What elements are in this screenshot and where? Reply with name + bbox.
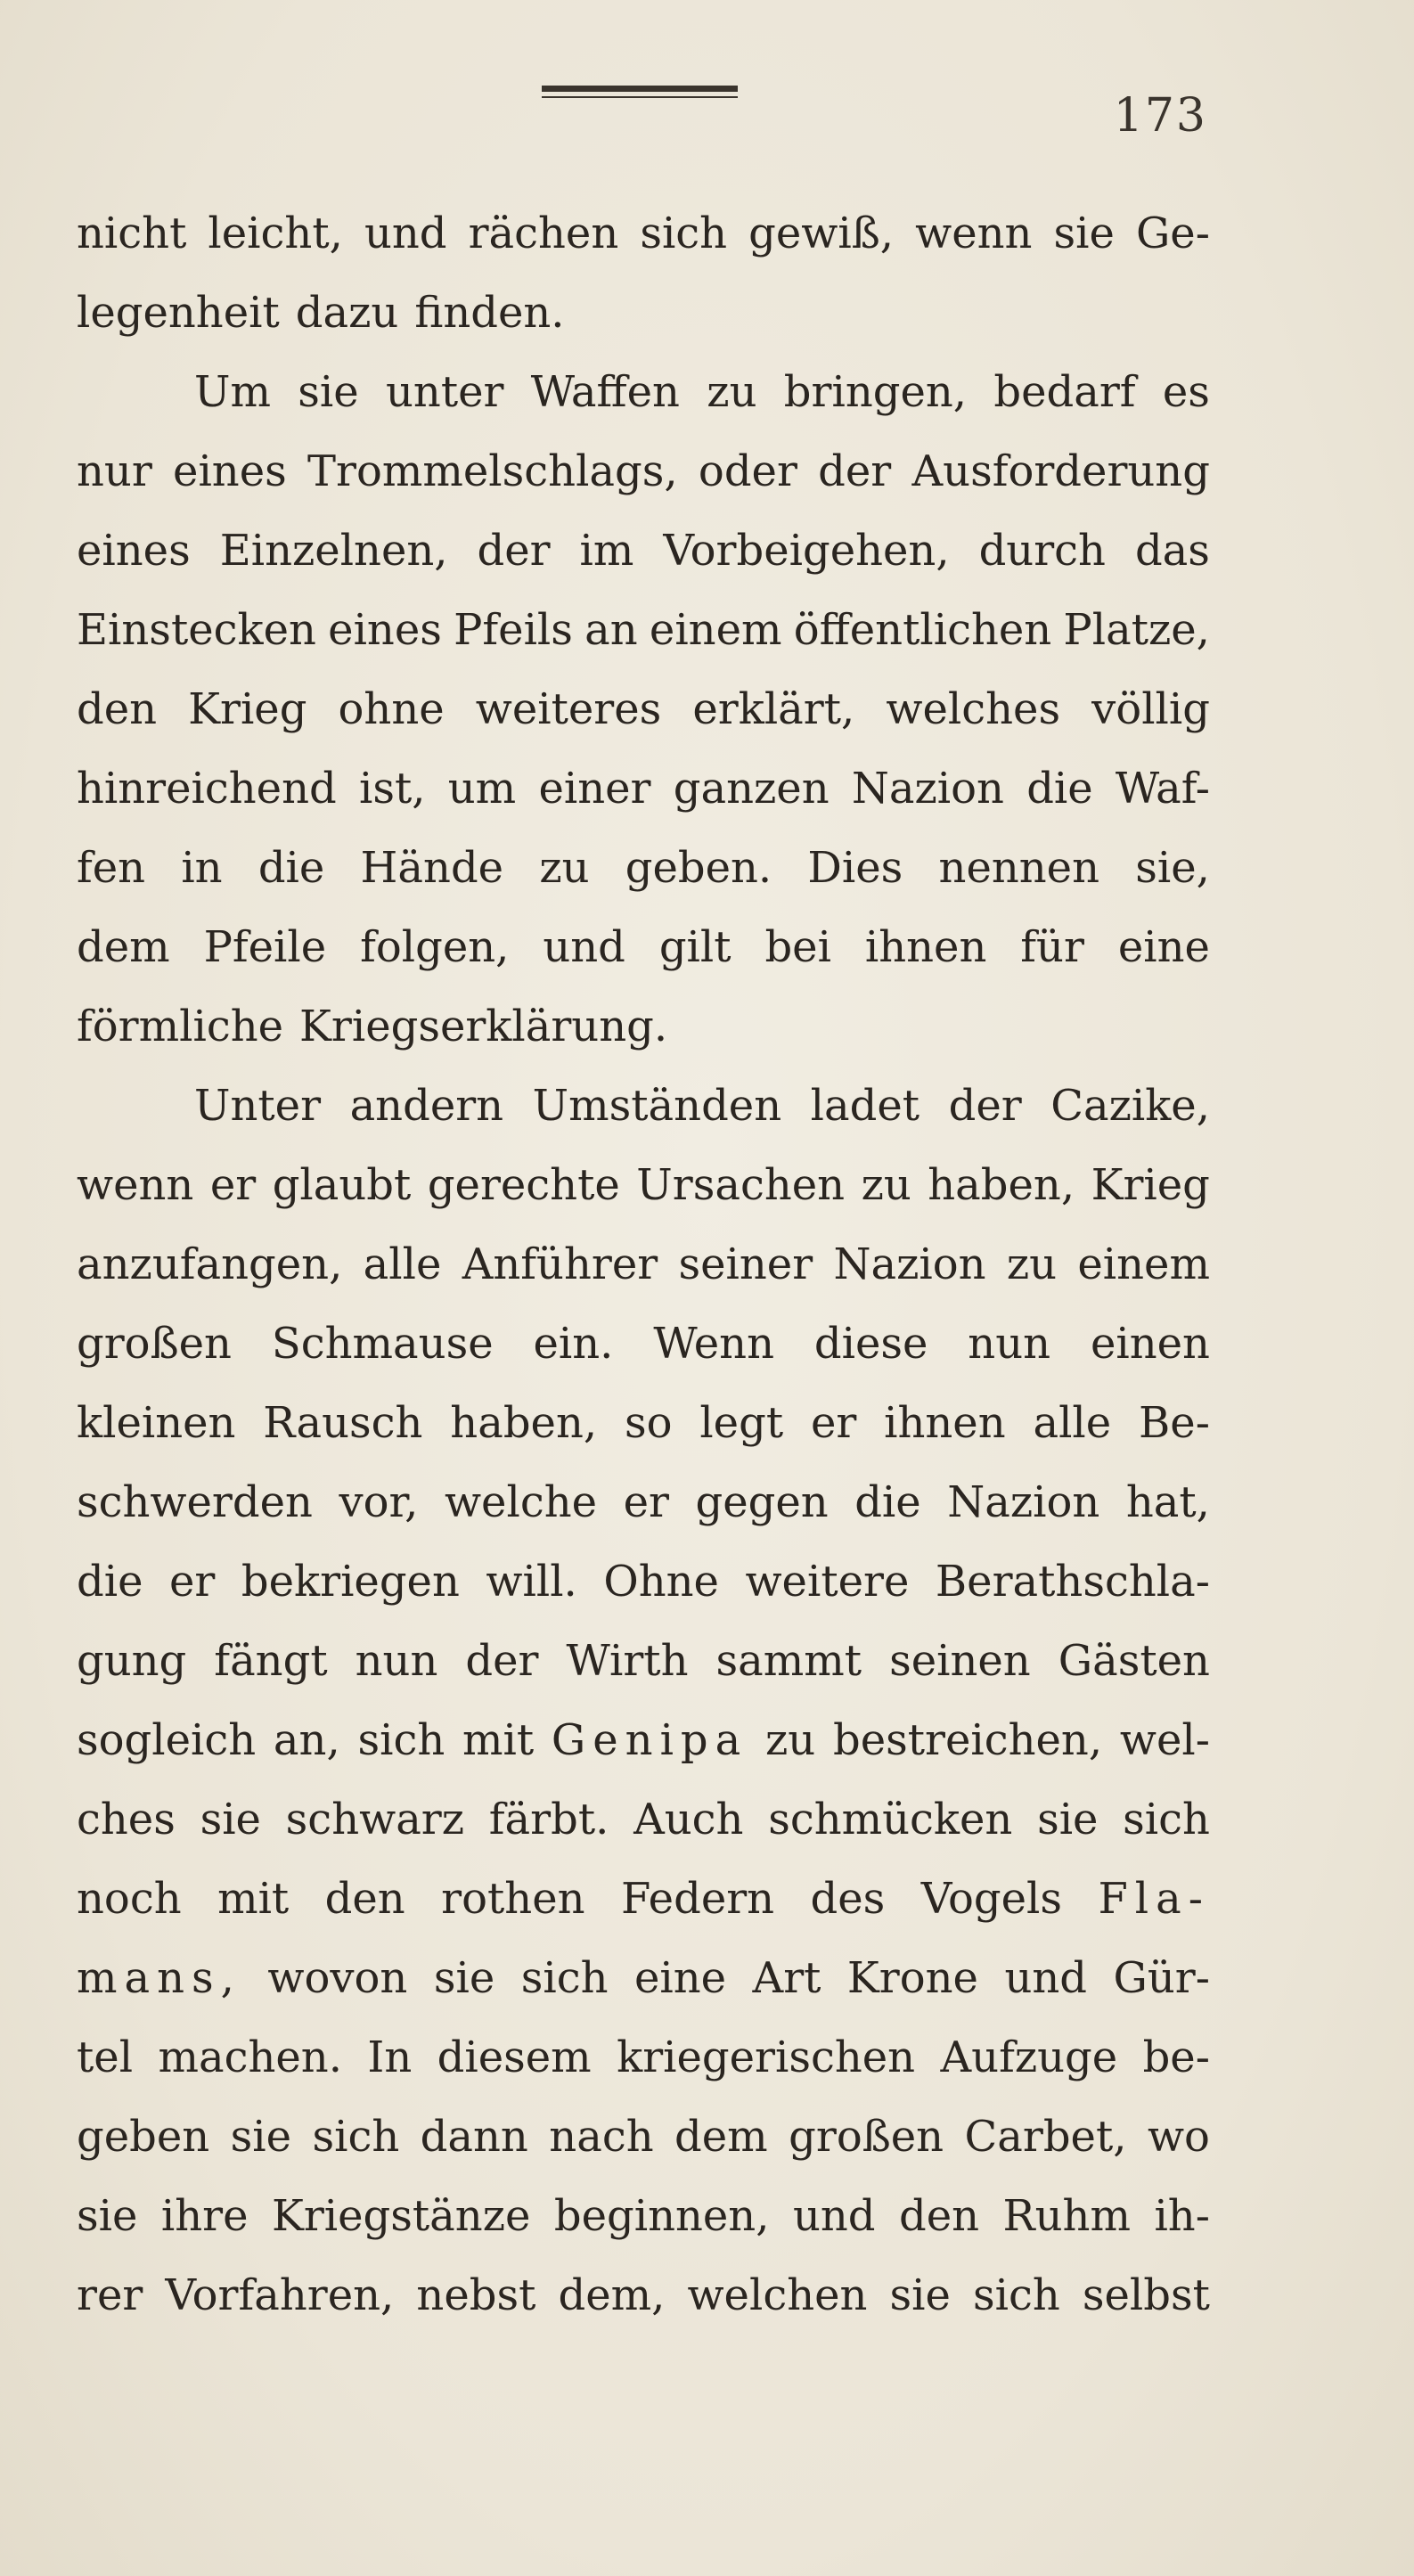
word: Aufzuge	[940, 2032, 1118, 2082]
word: der	[948, 1081, 1022, 1131]
word: sich	[520, 1953, 609, 2003]
word: finden.	[414, 288, 565, 338]
word: einem	[649, 605, 782, 655]
text-line	[77, 432, 1210, 511]
word: sogleich	[77, 1715, 257, 1765]
word: zu	[1006, 1239, 1058, 1289]
word: sich	[640, 209, 728, 258]
word: leicht,	[208, 209, 343, 258]
word: zu	[539, 843, 590, 893]
word: Platze,	[1063, 605, 1210, 655]
word: oder	[698, 446, 797, 496]
word: sich	[973, 2270, 1060, 2320]
word: wenn	[77, 1160, 194, 1210]
word: nur	[77, 446, 152, 496]
word: so	[624, 1398, 673, 1448]
word: Art	[752, 1953, 821, 2003]
word: die	[1026, 764, 1093, 814]
word: weiteres	[475, 684, 662, 734]
text-line	[77, 1780, 1210, 1860]
word: Federn	[621, 1874, 775, 1924]
word: hat,	[1125, 1477, 1210, 1527]
word: um	[447, 764, 517, 814]
word: sie	[1037, 1795, 1099, 1844]
word: nebst	[416, 2270, 536, 2320]
word: bekriegen	[241, 1557, 460, 1607]
word: Ruhm	[1002, 2191, 1131, 2241]
text-line	[77, 194, 1210, 274]
word: welche	[444, 1477, 598, 1527]
word: an,	[273, 1715, 340, 1765]
word: Trommelschlags,	[307, 446, 678, 496]
word: Waf-	[1115, 764, 1210, 814]
word: hinreichend	[77, 764, 337, 814]
word: und	[364, 209, 447, 258]
word: folgen,	[360, 922, 510, 972]
text-line	[77, 1384, 1210, 1463]
word: an	[584, 605, 638, 655]
word: Be-	[1139, 1398, 1210, 1448]
text-line	[77, 1622, 1210, 1701]
word: Auch	[633, 1795, 744, 1844]
text-line	[77, 591, 1210, 670]
word: völlig	[1091, 684, 1210, 734]
word: Kriegstänze	[271, 2191, 531, 2241]
word: eines	[77, 526, 191, 576]
text-line	[77, 2256, 1210, 2335]
word: gung	[77, 1636, 187, 1686]
text-line	[77, 2177, 1210, 2256]
word: alle	[363, 1239, 442, 1289]
word: eine	[633, 1953, 727, 2003]
word: den	[324, 1874, 405, 1924]
word: welchen	[687, 2270, 868, 2320]
header-rule-thin	[542, 96, 738, 98]
text-line	[77, 353, 1210, 432]
word: sammt	[715, 1636, 862, 1686]
word: diese	[813, 1319, 928, 1369]
word: ladet	[810, 1081, 920, 1131]
word: gewiß,	[748, 209, 895, 258]
word: färbt.	[488, 1795, 609, 1844]
text-line	[77, 1939, 1210, 2018]
word: zu	[765, 1715, 816, 1765]
word: geben.	[625, 843, 772, 893]
word: Schmause	[271, 1319, 494, 1369]
word: Einzelnen,	[219, 526, 448, 576]
word: ihnen	[864, 922, 987, 972]
word: wenn	[915, 209, 1033, 258]
word: fängt	[214, 1636, 328, 1686]
header-rule-thick	[542, 86, 738, 92]
word: geben	[77, 2112, 210, 2162]
text-line	[77, 1463, 1210, 1542]
word: anzufangen,	[77, 1239, 343, 1289]
word: zu	[861, 1160, 911, 1210]
word: des	[810, 1874, 886, 1924]
word: Unter	[194, 1081, 322, 1131]
word: unter	[385, 367, 504, 417]
word: dann	[420, 2112, 528, 2162]
word: Rausch	[263, 1398, 423, 1448]
word: den	[77, 684, 158, 734]
word: Anführer	[462, 1239, 658, 1289]
word: er	[169, 1557, 216, 1607]
word: glaubt	[272, 1160, 412, 1210]
word: nach	[549, 2112, 654, 2162]
word: Ge-	[1135, 209, 1210, 258]
word: sie	[889, 2270, 951, 2320]
word: Hände	[360, 843, 504, 893]
word: Ausforderung	[911, 446, 1210, 496]
word: Dies	[807, 843, 903, 893]
word: welches	[886, 684, 1061, 734]
word: einen	[1090, 1319, 1210, 1369]
word: ihnen	[884, 1398, 1006, 1448]
word: durch	[978, 526, 1106, 576]
header-rule	[542, 86, 738, 98]
word: Nazion	[833, 1239, 986, 1289]
word: Krone	[846, 1953, 978, 2003]
text-line	[77, 1225, 1210, 1304]
word: Einstecken	[77, 605, 316, 655]
text-line	[77, 1860, 1210, 1939]
word: großen	[789, 2112, 944, 2162]
text-line	[77, 1067, 1210, 1146]
word: rächen	[468, 209, 619, 258]
word: eine	[1117, 922, 1210, 972]
word: dem	[674, 2112, 768, 2162]
word: Cazike,	[1050, 1081, 1210, 1131]
word: ist,	[358, 764, 426, 814]
word: mans,	[77, 1953, 241, 2003]
word: seinen	[889, 1636, 1031, 1686]
word: ohne	[338, 684, 445, 734]
word: öffentlichen	[793, 605, 1052, 655]
word: sich	[312, 2112, 400, 2162]
word: wo	[1147, 2112, 1210, 2162]
word: vor,	[339, 1477, 419, 1527]
word: ihre	[160, 2191, 249, 2241]
word: alle	[1033, 1398, 1112, 1448]
word: er	[209, 1160, 257, 1210]
word: erklärt,	[692, 684, 855, 734]
word: Waffen	[530, 367, 680, 417]
word: Vorbeigehen,	[663, 526, 950, 576]
word: selbst	[1082, 2270, 1210, 2320]
word: bringen,	[783, 367, 968, 417]
word: einem	[1077, 1239, 1210, 1289]
word: ein.	[533, 1319, 614, 1369]
word: beginnen,	[553, 2191, 770, 2241]
word: Krieg	[188, 684, 307, 734]
word: noch	[77, 1874, 182, 1924]
word: mit	[462, 1715, 535, 1765]
word: legenheit	[77, 288, 280, 338]
word: Um	[194, 367, 271, 417]
word: weitere	[745, 1557, 910, 1607]
body-text	[77, 194, 1210, 2335]
word: dem,	[558, 2270, 666, 2320]
word: den	[898, 2191, 980, 2241]
word: die	[854, 1477, 921, 1527]
word: sich	[1123, 1795, 1210, 1844]
word: Ohne	[603, 1557, 719, 1607]
word: Kriegserklärung.	[299, 1002, 668, 1051]
text-line	[77, 670, 1210, 749]
text-line	[77, 749, 1210, 829]
word: wovon	[267, 1953, 408, 2003]
word: gegen	[695, 1477, 829, 1527]
word: Wirth	[566, 1636, 689, 1686]
word: bedarf	[993, 367, 1136, 417]
word: sie	[230, 2112, 292, 2162]
word: zu	[707, 367, 757, 417]
word: im	[579, 526, 634, 576]
word: mit	[217, 1874, 290, 1924]
word: schmücken	[768, 1795, 1013, 1844]
word: bei	[764, 922, 831, 972]
text-line	[77, 511, 1210, 591]
word: Gür-	[1113, 1953, 1210, 2003]
text-line	[77, 829, 1210, 908]
word: Pfeils	[454, 605, 573, 655]
word: großen	[77, 1319, 232, 1369]
word: Vorfahren,	[165, 2270, 395, 2320]
word: schwerden	[77, 1477, 313, 1527]
word: ches	[77, 1795, 176, 1844]
word: schwarz	[285, 1795, 465, 1844]
word: und	[543, 922, 625, 972]
text-line	[77, 908, 1210, 987]
word: nennen	[938, 843, 1099, 893]
word: für	[1020, 922, 1084, 972]
word: haben,	[450, 1398, 598, 1448]
word: Nazion	[851, 764, 1004, 814]
word: dem	[77, 922, 170, 972]
word: Krieg	[1091, 1160, 1210, 1210]
word: er	[810, 1398, 857, 1448]
word: sie	[298, 367, 359, 417]
word: Nazion	[947, 1477, 1100, 1527]
word: gerechte	[427, 1160, 620, 1210]
word: Umständen	[532, 1081, 782, 1131]
word: dazu	[295, 288, 399, 338]
word: rer	[77, 2270, 143, 2320]
word: machen.	[158, 2032, 342, 2082]
page-number: 173	[1113, 89, 1207, 143]
word: In	[367, 2032, 413, 2082]
word: wel-	[1119, 1715, 1210, 1765]
word: in	[181, 843, 223, 893]
word: be-	[1142, 2032, 1210, 2082]
text-line	[77, 1701, 1210, 1780]
word: bestreichen,	[832, 1715, 1103, 1765]
word: der	[477, 526, 551, 576]
word: Gästen	[1058, 1636, 1210, 1686]
word: er	[623, 1477, 669, 1527]
word: eines	[173, 446, 287, 496]
word: ganzen	[673, 764, 830, 814]
word: Ursachen	[636, 1160, 846, 1210]
word: kleinen	[77, 1398, 236, 1448]
word: ih-	[1154, 2191, 1210, 2241]
word: kriegerischen	[617, 2032, 916, 2082]
word: einer	[538, 764, 651, 814]
text-line	[77, 1542, 1210, 1622]
word: sie	[200, 1795, 261, 1844]
word: Genipa	[551, 1715, 748, 1765]
word: fen	[77, 843, 146, 893]
text-line	[77, 1146, 1210, 1225]
word: legt	[699, 1398, 784, 1448]
word: förmliche	[77, 1002, 284, 1051]
word: die	[77, 1557, 143, 1607]
text-line	[77, 987, 1210, 1067]
text-line	[77, 2098, 1210, 2177]
word: sie	[77, 2191, 138, 2241]
word: diesem	[437, 2032, 592, 2082]
word: Fla-	[1098, 1874, 1210, 1924]
word: nun	[355, 1636, 438, 1686]
word: nicht	[77, 209, 187, 258]
word: Berathschla-	[935, 1557, 1210, 1607]
word: haben,	[928, 1160, 1075, 1210]
word: das	[1134, 526, 1210, 576]
word: Pfeile	[203, 922, 327, 972]
word: Vogels	[920, 1874, 1063, 1924]
word: der	[465, 1636, 539, 1686]
word: seiner	[678, 1239, 813, 1289]
word: Carbet,	[964, 2112, 1127, 2162]
word: sich	[357, 1715, 445, 1765]
word: sie	[433, 1953, 495, 2003]
word: es	[1162, 367, 1210, 417]
word: will.	[486, 1557, 577, 1607]
text-line	[77, 1304, 1210, 1384]
word: und	[792, 2191, 876, 2241]
text-line	[77, 2018, 1210, 2098]
text-line	[77, 274, 1210, 353]
word: tel	[77, 2032, 134, 2082]
word: gilt	[658, 922, 732, 972]
word: die	[257, 843, 325, 893]
word: andern	[349, 1081, 504, 1131]
word: der	[818, 446, 892, 496]
word: nun	[968, 1319, 1051, 1369]
word: Wenn	[653, 1319, 774, 1369]
word: sie,	[1135, 843, 1210, 893]
word: sie	[1053, 209, 1115, 258]
word: rothen	[441, 1874, 585, 1924]
word: eines	[328, 605, 442, 655]
word: und	[1004, 1953, 1087, 2003]
